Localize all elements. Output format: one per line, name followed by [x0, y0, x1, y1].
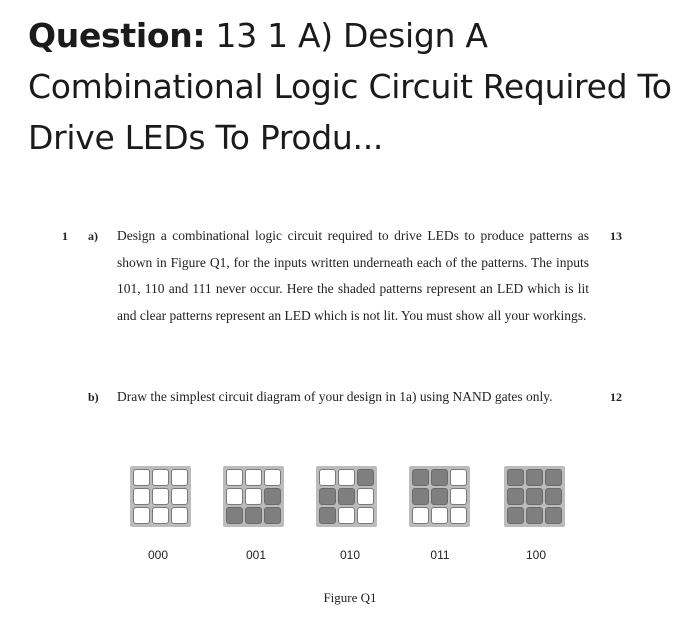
led-unlit: [171, 488, 188, 505]
led-unlit: [171, 507, 188, 524]
part-b-marks: 12: [610, 390, 622, 404]
led-unlit: [357, 488, 374, 505]
led-unlit: [133, 488, 150, 505]
led-unlit: [152, 488, 169, 505]
led-unlit: [412, 507, 429, 524]
led-pattern-100: [504, 466, 565, 527]
led-unlit: [338, 469, 355, 486]
led-lit: [264, 507, 281, 524]
pattern-label: 001: [245, 548, 267, 562]
part-b-label: b): [88, 390, 99, 404]
led-pattern-011: [409, 466, 470, 527]
led-lit: [507, 507, 524, 524]
figure-caption: Figure Q1: [323, 590, 377, 605]
led-lit: [431, 488, 448, 505]
part-a-label: a): [88, 229, 98, 243]
question-title: [28, 10, 678, 163]
led-lit: [526, 507, 543, 524]
led-lit: [507, 488, 524, 505]
led-lit: [319, 507, 336, 524]
pattern-label: 011: [430, 548, 450, 562]
led-lit: [545, 488, 562, 505]
led-pattern-000: [130, 466, 191, 527]
led-unlit: [133, 507, 150, 524]
question-label: Question:: [28, 16, 206, 55]
pattern-label: 010: [339, 548, 361, 562]
led-lit: [319, 488, 336, 505]
led-lit: [431, 469, 448, 486]
pattern-label: 000: [147, 548, 169, 562]
led-lit: [245, 507, 262, 524]
led-unlit: [245, 469, 262, 486]
led-lit: [412, 488, 429, 505]
figure-q1: [0, 466, 700, 536]
question-number: 1: [62, 229, 68, 243]
part-b-text: Draw the simplest circuit diagram of your design in 1a) using NAND gates only.: [117, 389, 553, 404]
led-unlit: [450, 488, 467, 505]
led-unlit: [152, 507, 169, 524]
led-unlit: [152, 469, 169, 486]
led-unlit: [338, 507, 355, 524]
led-lit: [338, 488, 355, 505]
led-unlit: [357, 507, 374, 524]
part-a-marks: 13: [610, 229, 622, 243]
pattern-label: 100: [525, 548, 547, 562]
led-lit: [507, 469, 524, 486]
part-a-text: Design a combinational logic circuit required to drive LEDs to produce patterns as shown in Figure Q1, for the inputs written underneath each of the patterns. The inputs 101, 110 and 111 never occur. Here the shaded patterns represent an LED which is lit and clear patterns represent an LED which is not lit. You must show all your workings.: [117, 228, 589, 323]
led-unlit: [245, 488, 262, 505]
led-unlit: [431, 507, 448, 524]
led-lit: [264, 488, 281, 505]
led-unlit: [319, 469, 336, 486]
led-unlit: [450, 507, 467, 524]
led-lit: [545, 469, 562, 486]
question-title-text: 13 1 A) Design A Combinational Logic Circuit Required To Drive LEDs To Produ...: [28, 16, 672, 157]
led-unlit: [450, 469, 467, 486]
led-lit: [226, 507, 243, 524]
led-unlit: [133, 469, 150, 486]
led-lit: [357, 469, 374, 486]
led-lit: [545, 507, 562, 524]
led-lit: [526, 488, 543, 505]
led-lit: [526, 469, 543, 486]
led-unlit: [226, 469, 243, 486]
led-pattern-010: [316, 466, 377, 527]
led-unlit: [264, 469, 281, 486]
led-lit: [412, 469, 429, 486]
led-unlit: [171, 469, 188, 486]
led-unlit: [226, 488, 243, 505]
led-pattern-001: [223, 466, 284, 527]
